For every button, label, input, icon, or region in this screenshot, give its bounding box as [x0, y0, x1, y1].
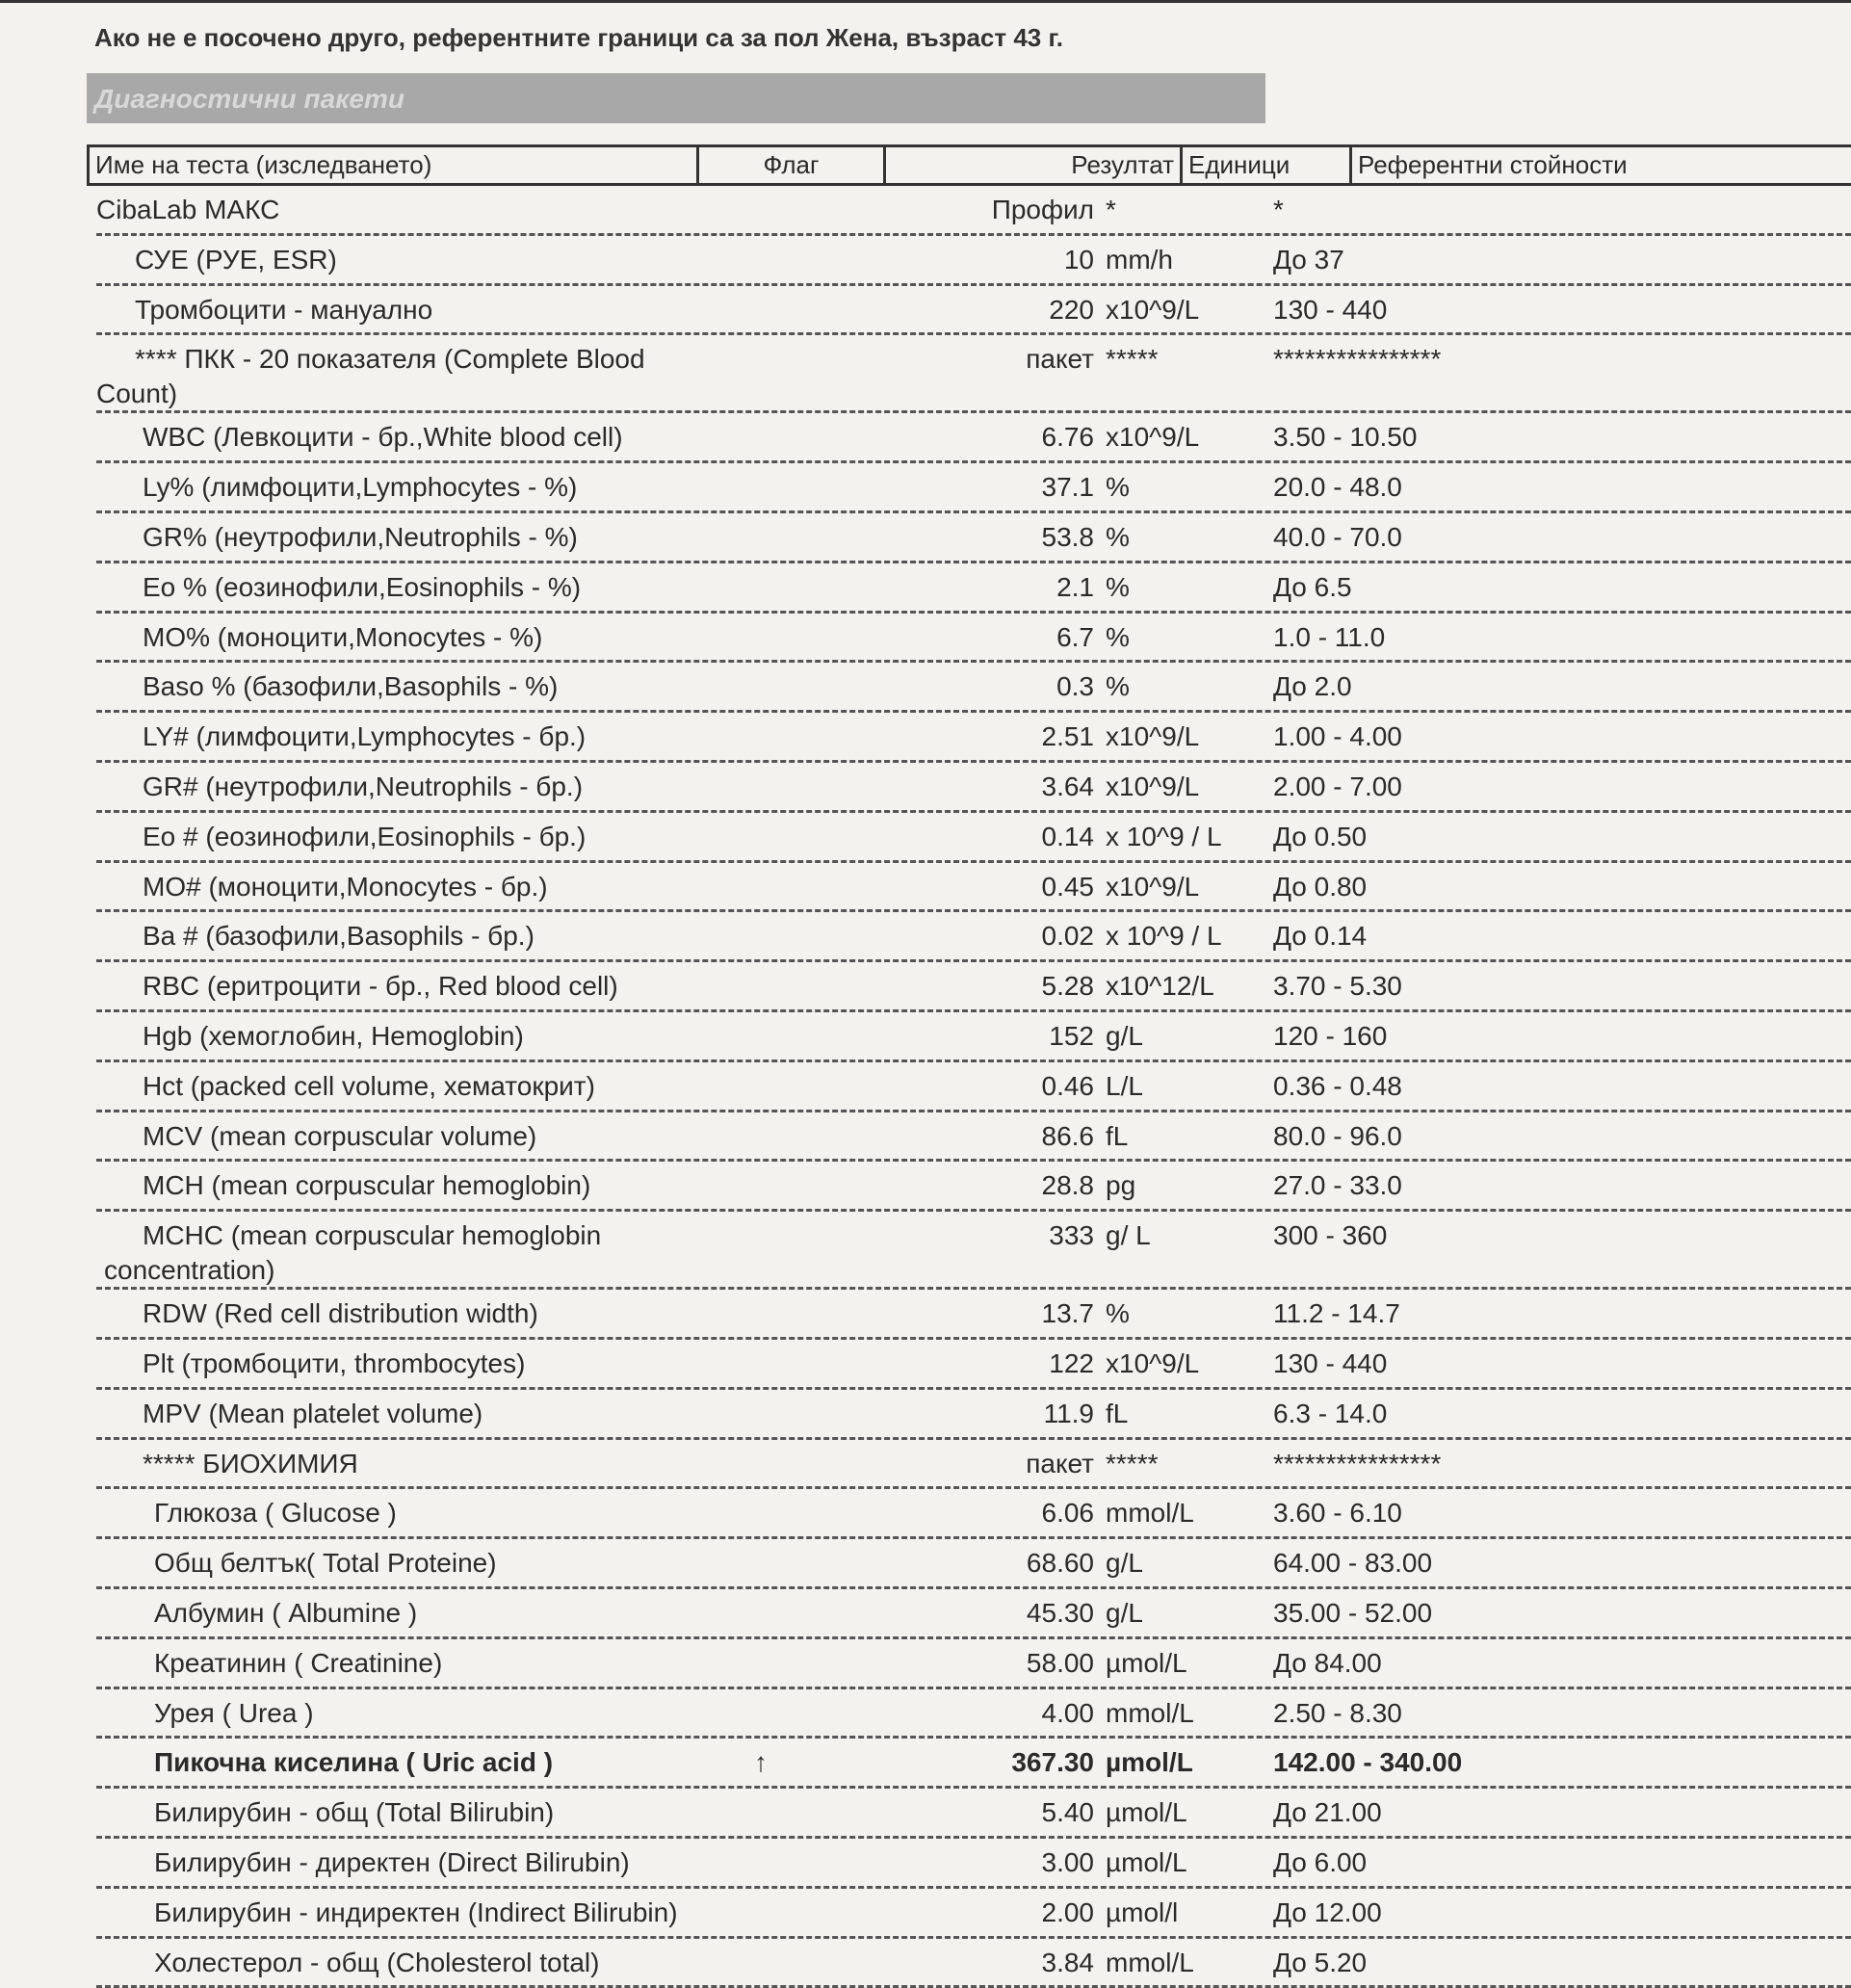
- units-value: mm/h: [1106, 245, 1173, 275]
- table-row: [0, 1639, 1851, 1689]
- table-row: [0, 1440, 1851, 1490]
- test-name-text: RDW (Red cell distribution width): [143, 1298, 538, 1328]
- reference-range: 1.00 - 4.00: [1273, 721, 1402, 752]
- result-value: 10: [847, 245, 1094, 275]
- table-row: [0, 1489, 1851, 1539]
- result-value: 68.60: [847, 1548, 1094, 1579]
- test-name: [154, 1747, 553, 1778]
- test-name: [143, 1399, 482, 1429]
- result-value: 3.84: [847, 1948, 1094, 1978]
- result-value: 0.02: [847, 921, 1094, 952]
- result-value: 6.7: [847, 622, 1094, 653]
- reference-range: До 21.00: [1273, 1797, 1382, 1828]
- reference-note: Ако не е посочено друго, референтните граници са за пол Жена, възраст 43 г.: [94, 23, 1063, 53]
- reference-range: 11.2 - 14.7: [1273, 1298, 1400, 1329]
- column-header-reference: Референтни стойности: [1352, 147, 1851, 183]
- test-name-text: MPV (Mean platelet volume): [143, 1399, 482, 1428]
- test-name-text: Eo # (еозинофили,Eosinophils - бр.): [143, 822, 586, 851]
- reference-range: 80.0 - 96.0: [1273, 1121, 1402, 1152]
- table-row: [0, 813, 1851, 863]
- reference-range: 120 - 160: [1273, 1021, 1387, 1052]
- test-name: [143, 422, 623, 453]
- reference-range: 40.0 - 70.0: [1273, 522, 1402, 553]
- test-name: [143, 971, 618, 1002]
- test-name-text: Общ белтък( Total Proteine): [154, 1548, 497, 1578]
- units-value: x10^12/L: [1106, 971, 1214, 1002]
- result-value: 152: [847, 1021, 1094, 1052]
- test-name-text: Албумин ( Albumine ): [154, 1598, 417, 1628]
- table-row: [0, 1889, 1851, 1939]
- test-name: [143, 1121, 536, 1152]
- units-value: %: [1106, 472, 1130, 503]
- test-name: [96, 195, 279, 225]
- test-name: [154, 1897, 678, 1928]
- units-value: x 10^9 / L: [1106, 822, 1222, 852]
- test-name-text: Eo % (еозинофили,Eosinophils - %): [143, 572, 581, 602]
- reference-range: ****************: [1273, 1449, 1441, 1479]
- result-value: 0.3: [847, 671, 1094, 702]
- table-row: [0, 912, 1851, 962]
- units-value: mmol/L: [1106, 1948, 1194, 1978]
- result-value: пакет: [847, 1449, 1094, 1479]
- test-name: [135, 245, 337, 275]
- section-title: Диагностични пакети: [94, 84, 404, 115]
- units-value: fL: [1106, 1399, 1128, 1429]
- result-value: 6.76: [847, 422, 1094, 453]
- test-name: [143, 1348, 525, 1379]
- test-name-text: Билирубин - общ (Total Bilirubin): [154, 1797, 554, 1827]
- result-value: 58.00: [847, 1648, 1094, 1679]
- test-name-text: Ly% (лимфоцити,Lymphocytes - %): [143, 472, 577, 502]
- units-value: *: [1106, 195, 1116, 225]
- section-bar: [87, 73, 1265, 123]
- test-name: [154, 1498, 397, 1529]
- test-name: [154, 1698, 314, 1729]
- reference-range: До 6.5: [1273, 572, 1352, 603]
- column-header-units: Единици: [1183, 147, 1352, 183]
- table-row: [0, 1539, 1851, 1589]
- column-header-flag: Флаг: [699, 147, 886, 183]
- result-value: 6.06: [847, 1498, 1094, 1529]
- test-name: [154, 1548, 497, 1579]
- result-value: 367.30: [847, 1747, 1094, 1778]
- test-name: [143, 822, 586, 852]
- units-value: mmol/L: [1106, 1498, 1194, 1529]
- test-name: [154, 1797, 554, 1828]
- reference-range: До 0.14: [1273, 921, 1367, 952]
- reference-range: ****************: [1273, 344, 1441, 375]
- table-row: [0, 1340, 1851, 1390]
- result-value: 122: [847, 1348, 1094, 1379]
- reference-range: До 37: [1273, 245, 1344, 275]
- units-value: fL: [1106, 1121, 1128, 1152]
- result-value: 0.14: [847, 822, 1094, 852]
- result-value: 86.6: [847, 1121, 1094, 1152]
- reference-range: 130 - 440: [1273, 1348, 1387, 1379]
- reference-range: До 84.00: [1273, 1648, 1382, 1679]
- reference-range: 64.00 - 83.00: [1273, 1548, 1432, 1579]
- top-rule: [0, 0, 1851, 3]
- test-name: [143, 1220, 601, 1286]
- table-row: [0, 1589, 1851, 1639]
- table-row: [0, 1112, 1851, 1163]
- test-name-text: LY# (лимфоцити,Lymphocytes - бр.): [143, 721, 586, 751]
- reference-range: 300 - 360: [1273, 1220, 1387, 1251]
- test-name-text: Hgb (хемоглобин, Hemoglobin): [143, 1021, 524, 1051]
- table-row: [0, 713, 1851, 763]
- test-name-text: MO# (моноцити,Monocytes - бр.): [143, 872, 548, 902]
- result-value: 4.00: [847, 1698, 1094, 1729]
- test-name-text: Пикочна киселина ( Uric acid ): [154, 1747, 553, 1777]
- test-name-text: GR# (неутрофили,Neutrophils - бр.): [143, 772, 583, 801]
- result-value: 45.30: [847, 1598, 1094, 1629]
- units-value: x10^9/L: [1106, 1348, 1199, 1379]
- table-row: [0, 186, 1851, 236]
- result-value: 0.45: [847, 872, 1094, 902]
- test-name-text: Plt (тромбоцити, thrombocytes): [143, 1348, 525, 1378]
- test-name-continuation: concentration): [104, 1255, 601, 1286]
- result-value: 53.8: [847, 522, 1094, 553]
- units-value: %: [1106, 572, 1130, 603]
- test-name-text: Тромбоцити - мануално: [135, 295, 432, 325]
- test-name: [143, 1449, 358, 1479]
- test-name: [143, 1071, 595, 1102]
- units-value: *****: [1106, 1449, 1158, 1479]
- test-name: [154, 1648, 442, 1679]
- reference-range: 0.36 - 0.48: [1273, 1071, 1402, 1102]
- units-value: %: [1106, 671, 1130, 702]
- result-value: 37.1: [847, 472, 1094, 503]
- table-row: [0, 1062, 1851, 1112]
- result-value: 333: [847, 1220, 1094, 1251]
- table-row: [0, 563, 1851, 614]
- test-name: [143, 772, 583, 802]
- result-value: 2.51: [847, 721, 1094, 752]
- units-value: g/ L: [1106, 1220, 1151, 1251]
- result-value: 11.9: [847, 1399, 1094, 1429]
- table-row: [0, 1689, 1851, 1740]
- reference-range: 20.0 - 48.0: [1273, 472, 1402, 503]
- test-name: [154, 1948, 599, 1978]
- test-name: [143, 522, 578, 553]
- result-value: 220: [847, 295, 1094, 326]
- test-name-text: **** ПКК - 20 показателя (Complete Blood: [135, 344, 645, 374]
- reference-range: До 0.50: [1273, 822, 1367, 852]
- test-name-continuation: Count): [96, 379, 645, 409]
- reference-range: До 0.80: [1273, 872, 1367, 902]
- test-name: [154, 1847, 630, 1878]
- units-value: µmol/L: [1106, 1648, 1187, 1679]
- units-value: g/L: [1106, 1548, 1143, 1579]
- test-name: [135, 295, 432, 326]
- test-name: [143, 721, 586, 752]
- table-row: [0, 663, 1851, 713]
- units-value: µmol/L: [1106, 1847, 1187, 1878]
- table-row: [0, 1390, 1851, 1440]
- result-value: 13.7: [847, 1298, 1094, 1329]
- result-value: пакет: [847, 344, 1094, 375]
- reference-range: 3.60 - 6.10: [1273, 1498, 1402, 1529]
- result-value: 0.46: [847, 1071, 1094, 1102]
- units-value: %: [1106, 622, 1130, 653]
- units-value: µmol/l: [1106, 1897, 1178, 1928]
- reference-range: 142.00 - 340.00: [1273, 1747, 1462, 1778]
- test-name-text: СУЕ (РУЕ, ESR): [135, 245, 337, 275]
- test-name-text: Урея ( Urea ): [154, 1698, 314, 1728]
- flag-arrow-up-icon: ↑: [742, 1747, 780, 1778]
- results-table: [0, 186, 1851, 1988]
- units-value: x10^9/L: [1106, 772, 1199, 802]
- reference-range: До 5.20: [1273, 1948, 1367, 1978]
- test-name: [143, 622, 542, 653]
- table-row: [0, 286, 1851, 336]
- reference-range: 1.0 - 11.0: [1273, 622, 1385, 653]
- test-name: [143, 872, 548, 902]
- result-value: 5.40: [847, 1797, 1094, 1828]
- table-row: [0, 1839, 1851, 1889]
- reference-range: До 2.0: [1273, 671, 1352, 702]
- test-name-text: MCV (mean corpuscular volume): [143, 1121, 536, 1151]
- units-value: x10^9/L: [1106, 872, 1199, 902]
- units-value: *****: [1106, 344, 1158, 375]
- reference-range: *: [1273, 195, 1284, 225]
- units-value: x10^9/L: [1106, 721, 1199, 752]
- table-row: [0, 763, 1851, 813]
- test-name: [143, 572, 581, 603]
- test-name-text: MCHC (mean corpuscular hemoglobin: [143, 1220, 601, 1250]
- test-name: [143, 1170, 590, 1201]
- test-name-text: MO% (моноцити,Monocytes - %): [143, 622, 542, 652]
- table-row: [0, 1939, 1851, 1988]
- result-value: 2.1: [847, 572, 1094, 603]
- units-value: L/L: [1106, 1071, 1143, 1102]
- column-header-result: Резултат: [886, 147, 1183, 183]
- reference-range: 3.50 - 10.50: [1273, 422, 1417, 453]
- table-row: [0, 863, 1851, 913]
- test-name: [143, 1021, 524, 1052]
- units-value: x10^9/L: [1106, 422, 1199, 453]
- units-value: g/L: [1106, 1598, 1143, 1629]
- reference-range: 2.50 - 8.30: [1273, 1698, 1402, 1729]
- table-row: [0, 1012, 1851, 1062]
- reference-range: 6.3 - 14.0: [1273, 1399, 1387, 1429]
- units-value: %: [1106, 1298, 1130, 1329]
- units-value: pg: [1106, 1170, 1135, 1201]
- test-name-text: Билирубин - индиректен (Indirect Bilirubin): [154, 1897, 678, 1927]
- result-value: 3.00: [847, 1847, 1094, 1878]
- reference-range: 130 - 440: [1273, 295, 1387, 326]
- test-name-text: Hct (packed cell volume, хематокрит): [143, 1071, 595, 1101]
- result-value: 28.8: [847, 1170, 1094, 1201]
- result-value: 2.00: [847, 1897, 1094, 1928]
- reference-range: 2.00 - 7.00: [1273, 772, 1402, 802]
- result-value: 3.64: [847, 772, 1094, 802]
- test-name: [143, 671, 558, 702]
- test-name-text: Глюкоза ( Glucose ): [154, 1498, 397, 1528]
- reference-range: 3.70 - 5.30: [1273, 971, 1402, 1002]
- table-row: [0, 513, 1851, 563]
- test-name: [143, 472, 577, 503]
- units-value: µmol/L: [1106, 1797, 1187, 1828]
- column-header-test-name: Име на теста (изследването): [87, 147, 699, 183]
- table-row: [0, 236, 1851, 286]
- reference-range: 27.0 - 33.0: [1273, 1170, 1402, 1201]
- table-row: [0, 962, 1851, 1012]
- units-value: x 10^9 / L: [1106, 921, 1222, 952]
- test-name-text: Билирубин - директен (Direct Bilirubin): [154, 1847, 630, 1877]
- table-row: [0, 1789, 1851, 1839]
- table-row: [0, 1212, 1851, 1290]
- reference-range: До 6.00: [1273, 1847, 1367, 1878]
- table-row: [0, 413, 1851, 463]
- result-value: 5.28: [847, 971, 1094, 1002]
- table-row: [0, 335, 1851, 413]
- test-name-text: Креатинин ( Creatinine): [154, 1648, 442, 1678]
- test-name-text: WBC (Левкоцити - бр.,White blood cell): [143, 422, 623, 452]
- table-header: [87, 144, 1851, 186]
- test-name-text: ***** БИОХИМИЯ: [143, 1449, 358, 1478]
- table-row: [0, 463, 1851, 513]
- test-name: [135, 344, 645, 409]
- test-name-text: Холестерол - общ (Cholesterol total): [154, 1948, 599, 1977]
- table-row: [0, 1162, 1851, 1212]
- test-name: [143, 921, 534, 952]
- test-name-text: Baso % (базофили,Basophils - %): [143, 671, 558, 701]
- units-value: x10^9/L: [1106, 295, 1199, 326]
- test-name: [143, 1298, 538, 1329]
- table-row: [0, 614, 1851, 664]
- test-name-text: GR% (неутрофили,Neutrophils - %): [143, 522, 578, 552]
- test-name-text: CibaLab МАКС: [96, 195, 279, 224]
- test-name: [154, 1598, 417, 1629]
- units-value: µmol/L: [1106, 1747, 1193, 1778]
- units-value: g/L: [1106, 1021, 1143, 1052]
- units-value: %: [1106, 522, 1130, 553]
- table-row: [0, 1739, 1851, 1789]
- result-value: Профил: [847, 195, 1094, 225]
- test-name-text: MCH (mean corpuscular hemoglobin): [143, 1170, 590, 1200]
- test-name-text: Ba # (базофили,Basophils - бр.): [143, 921, 534, 951]
- reference-range: До 12.00: [1273, 1897, 1382, 1928]
- reference-range: 35.00 - 52.00: [1273, 1598, 1432, 1629]
- table-row: [0, 1290, 1851, 1340]
- test-name-text: RBC (еритроцити - бр., Red blood cell): [143, 971, 618, 1001]
- units-value: mmol/L: [1106, 1698, 1194, 1729]
